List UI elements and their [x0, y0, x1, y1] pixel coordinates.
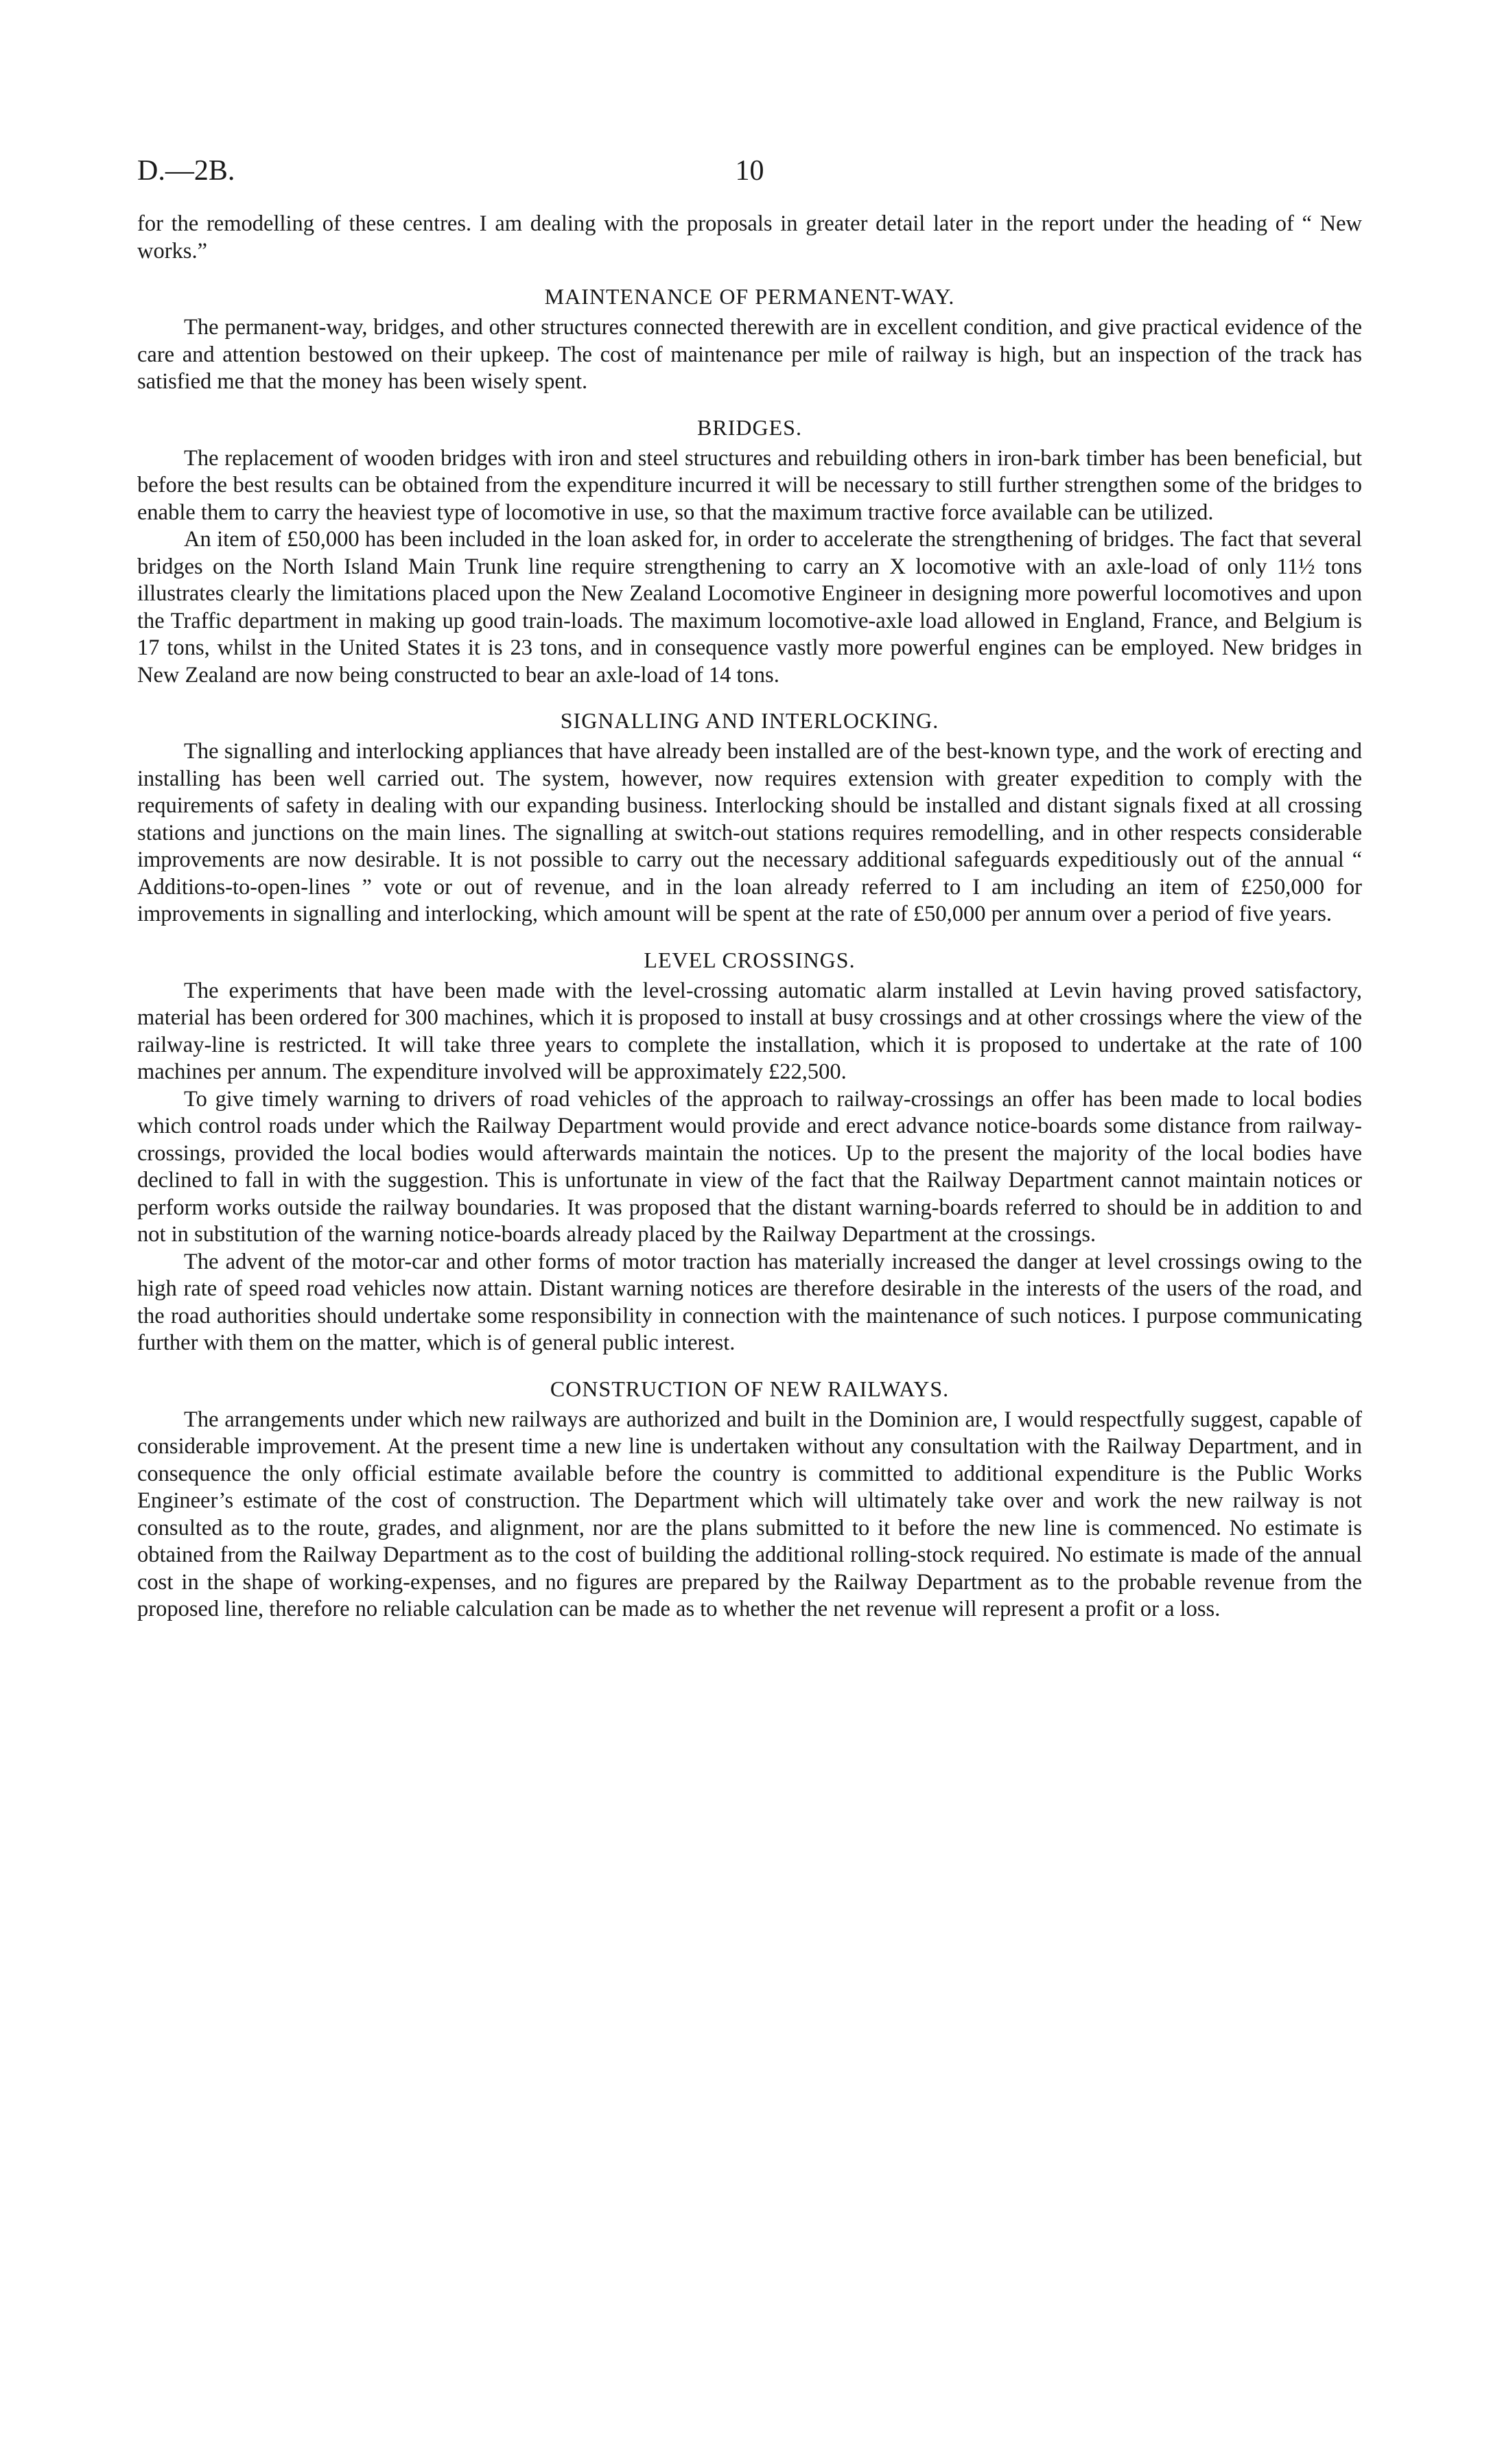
paragraph: The signalling and interlocking appliances that have already been installed are of the best-known type, and the work of erecting and installing has been well carried out. The system, however, now requires extension with greater expedition to comply with the requirements of safety in dealing with our expanding business. Interlocking should be installed and distant signals fixed at all crossing stations and junctions on the main lines. The signalling at switch-out stations requires remodelling, and in other respects considerable improvements are now desirable. It is not possible to carry out the necessary additional safeguards expeditiously out of the annual “ Additions-to-open-lines ” vote or out of revenue, and in the loan already referred to I am including an item of £250,000 for improvements in signalling and interlocking, which amount will be spent at the rate of £50,000 per annum over a period of five years.: [137, 739, 1362, 926]
continued-paragraph: for the remodelling of these centres. I am dealing with the proposals in greater detail later in the report under the heading of “ New works.”: [137, 211, 1362, 263]
section-heading: MAINTENANCE OF PERMANENT-WAY.: [544, 284, 955, 309]
page-number: 10: [735, 155, 764, 187]
paragraph: The replacement of wooden bridges with iron and steel structures and rebuilding others in iron-bark timber has been beneficial, but before the best results can be obtained from the expenditure incurred it will be necessary to still further strengthen some of the bridges to enable them to carry the heaviest type of locomotive in use, so that the maximum tractive force available can be utilized.: [137, 445, 1362, 525]
section-maintenance: [137, 283, 1362, 396]
section-construction: [137, 1375, 1362, 1623]
paragraph: The experiments that have been made with the level-crossing automatic alarm installed at Levin having proved satisfactory, material has been ordered for 300 machines, which it is proposed to install at busy crossings and at other crossings where the view of the railway-line is restricted. It will take three years to complete the installation, which it is proposed to undertake at the rate of 100 machines per annum. The expenditure involved will be approximately £22,500.: [137, 978, 1362, 1084]
section-bridges: [137, 414, 1362, 690]
paragraph: The arrangements under which new railways are authorized and built in the Dominion are, I would respectfully suggest, capable of considerable improvement. At the present time a new line is undertaken without any consultation with the Railway Department, and in consequence the only official estimate available before the country is committed to additional expenditure is the Public Works Engineer’s estimate of the cost of construction. The Department which will ultimately take over and work the new railway is not consulted as to the route, grades, and alignment, nor are the plans submitted to it before the new line is commenced. No estimate is obtained from the Railway Department as to the cost of building the additional rolling-stock required. No estimate is made of the annual cost in the shape of working-expenses, and no figures are prepared by the Railway Department as to the probable revenue from the proposed line, therefore no reliable calculation can be made as to whether the net revenue will represent a profit or a loss.: [137, 1407, 1362, 1621]
paragraph: The permanent-way, bridges, and other structures connected therewith are in excellent condition, and give practical evidence of the care and attention bestowed on their upkeep. The cost of maintenance per mile of railway is high, but an inspection of the track has satisfied me that the money has been wisely spent.: [137, 315, 1362, 394]
paragraph: To give timely warning to drivers of road vehicles of the approach to railway-crossings an offer has been made to local bodies which control roads under which the Railway Department would provide and erect advance notice-boards some distance from railway-crossings, provided the local bodies would afterwards maintain the notices. Up to the present the majority of the local bodies have declined to fall in with the suggestion. This is unfortunate in view of the fact that the Railway Department cannot maintain notices or perform works outside the railway boundaries. It was proposed that the distant warning-boards referred to should be in addition to and not in substitution of the warning notice-boards already placed by the Railway Department at the crossings.: [137, 1086, 1362, 1247]
section-heading: CONSTRUCTION OF NEW RAILWAYS.: [550, 1376, 950, 1401]
document-page: [137, 154, 1362, 1623]
section-level-crossings: [137, 946, 1362, 1357]
section-heading: BRIDGES.: [697, 414, 802, 440]
paragraph: An item of £50,000 has been included in the loan asked for, in order to accelerate the strengthening of bridges. The fact that several bridges on the North Island Main Trunk line require strengthening to carry an X locomotive with an axle-load of only 11½ tons illustrates clearly the limitations placed upon the New Zealand Locomotive Engineer in designing more powerful locomotives and upon the Traffic department in making up good train-loads. The maximum locomotive-axle load allowed in England, France, and Belgium is 17 tons, whilst in the United States it is 23 tons, and in consequence vastly more powerful engines can be employed. New bridges in New Zealand are now being constructed to bear an axle-load of 14 tons.: [137, 527, 1362, 688]
section-heading: LEVEL CROSSINGS.: [644, 947, 856, 972]
running-header: [137, 154, 1362, 202]
document-reference: D.—2B.: [137, 155, 235, 187]
section-heading: SIGNALLING AND INTERLOCKING.: [560, 708, 939, 733]
paragraph: The advent of the motor-car and other forms of motor traction has materially increased the danger at level crossings owing to the high rate of speed road vehicles now attain. Distant warning notices are therefore desirable in the interests of the users of the road, and the road authorities should undertake some responsibility in connection with the maintenance of such notices. I purpose communicating further with them on the matter, which is of general public interest.: [137, 1249, 1362, 1355]
section-signalling: [137, 707, 1362, 928]
